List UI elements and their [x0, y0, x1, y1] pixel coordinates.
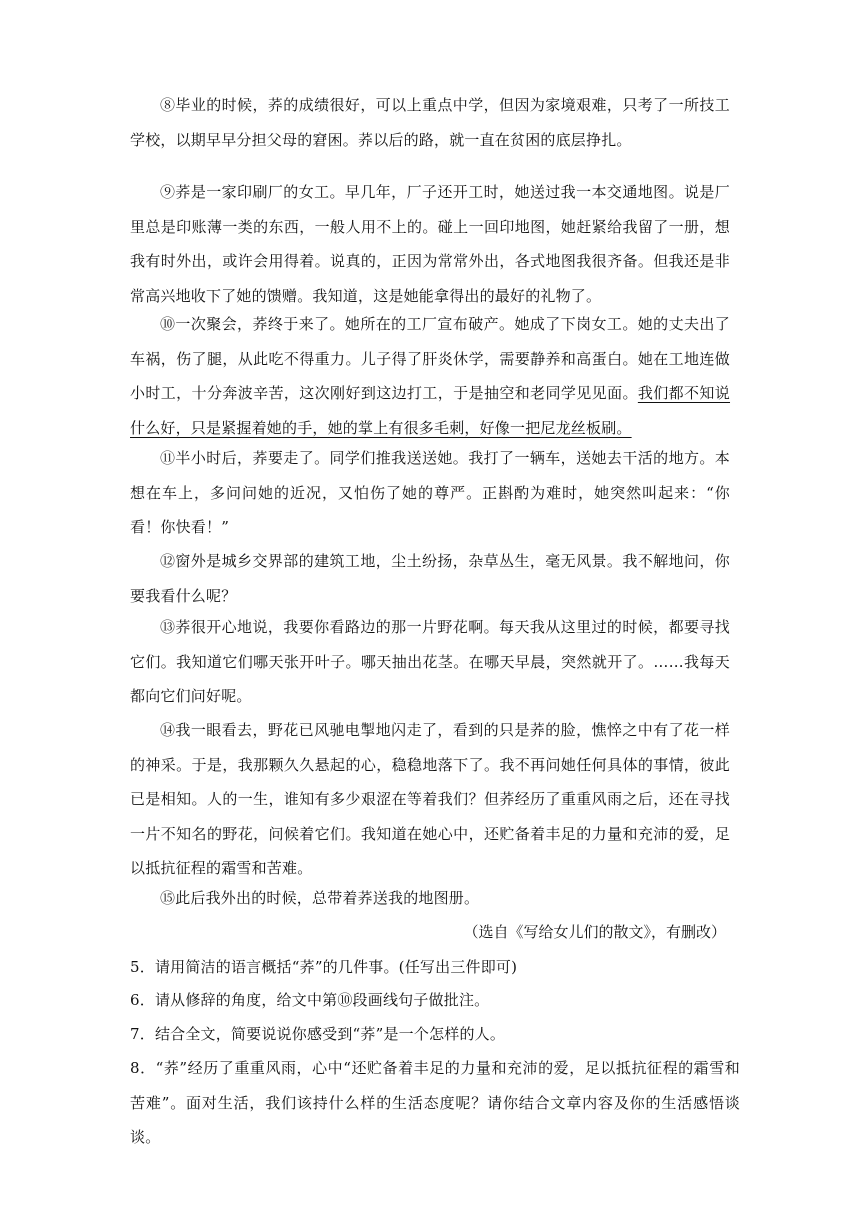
paragraph-10-text: ⑩一次聚会，荞终于来了。她所在的工厂宣布破产。她成了下岗女工。她的丈夫出了车祸，伤了腿，从此吃不得重力。儿子得了肝炎休学，需要静养和高蛋白。她在工地连做小时工，十分奔波辛苦，这次刚好到这边打工，于是抽空和老同学见见面。 [130, 315, 730, 402]
paragraph-9: ⑨荞是一家印刷厂的女工。早几年，厂子还开工时，她送过我一本交通地图。说是厂里总是印账薄一类的东西，一般人用不上的。碰上一回印地图，她赶紧给我留了一册，想我有时外出，或许会用得着。说真的，正因为常常外出，各式地图我很齐备。但我还是非常高兴地收下了她的馈赠。我知道，这是她能拿得出的最好的礼物了。 [130, 183, 730, 305]
question-6: 6．请从修辞的角度，给文中第⑩段画线句子做批注。 [130, 991, 490, 1009]
paragraph-10 [130, 307, 730, 445]
underlined-sentence: 我们都不知说什么好，只是紧握着她的手，她的掌上有很多毛刺，好像一把尼龙丝板刷。 [130, 384, 731, 437]
question-7: 7．结合全文，简要说说你感受到“荞”是一个怎样的人。 [130, 1025, 506, 1043]
question-5: 5．请用简洁的语言概括“荞”的几件事。(任写出三件即可) [130, 958, 518, 976]
paragraph-8: ⑧毕业的时候，荞的成绩很好，可以上重点中学，但因为家境艰难，只考了一所技工学校，以期早早分担父母的窘困。荞以后的路，就一直在贫困的底层挣扎。 [130, 96, 730, 149]
paragraph-14: ⑭我一眼看去，野花已风驰电掣地闪走了，看到的只是荞的脸，憔悴之中有了花一样的神采。于是，我那颗久久悬起的心，稳稳地落下了。我不再问她任何具体的事情，彼此已是相知。人的一生，谁知有多少艰涩在等着我们？但荞经历了重重风雨之后，还在寻找一片不知名的野花，问候着它们。我知道在她心中，还贮备着丰足的力量和充沛的爱，足以抵抗征程的霜雪和苦难。 [130, 721, 730, 877]
paragraph-15: ⑮此后我外出的时候，总带着荞送我的地图册。 [160, 889, 480, 907]
paragraph-13: ⑬荞很开心地说，我要你看路边的那一片野花啊。每天我从这里过的时候，都要寻找它们。我知道它们哪天张开叶子。哪天抽出花茎。在哪天早晨，突然就开了。……我每天都向它们问好呢。 [130, 618, 730, 705]
question-8: 8．“荞”经历了重重风雨，心中“还贮备着丰足的力量和充沛的爱，足以抵抗征程的霜雪和苦难”。面对生活，我们该持什么样的生活态度呢？请你结合文章内容及你的生活感悟谈谈。 [130, 1059, 740, 1146]
paragraph-12: ⑫窗外是城乡交界部的建筑工地，尘土纷扬，杂草丛生，毫无风景。我不解地问，你要我看什么呢？ [130, 552, 730, 605]
paragraph-11: ⑪半小时后，荞要走了。同学们推我送送她。我打了一辆车，送她去干活的地方。本想在车上，多问问她的近况，又怕伤了她的尊严。正斟酌为难时，她突然叫起来：“你看！你快看！” [130, 449, 730, 536]
source-citation: （选自《写给女儿们的散文》，有删改） [463, 923, 726, 941]
